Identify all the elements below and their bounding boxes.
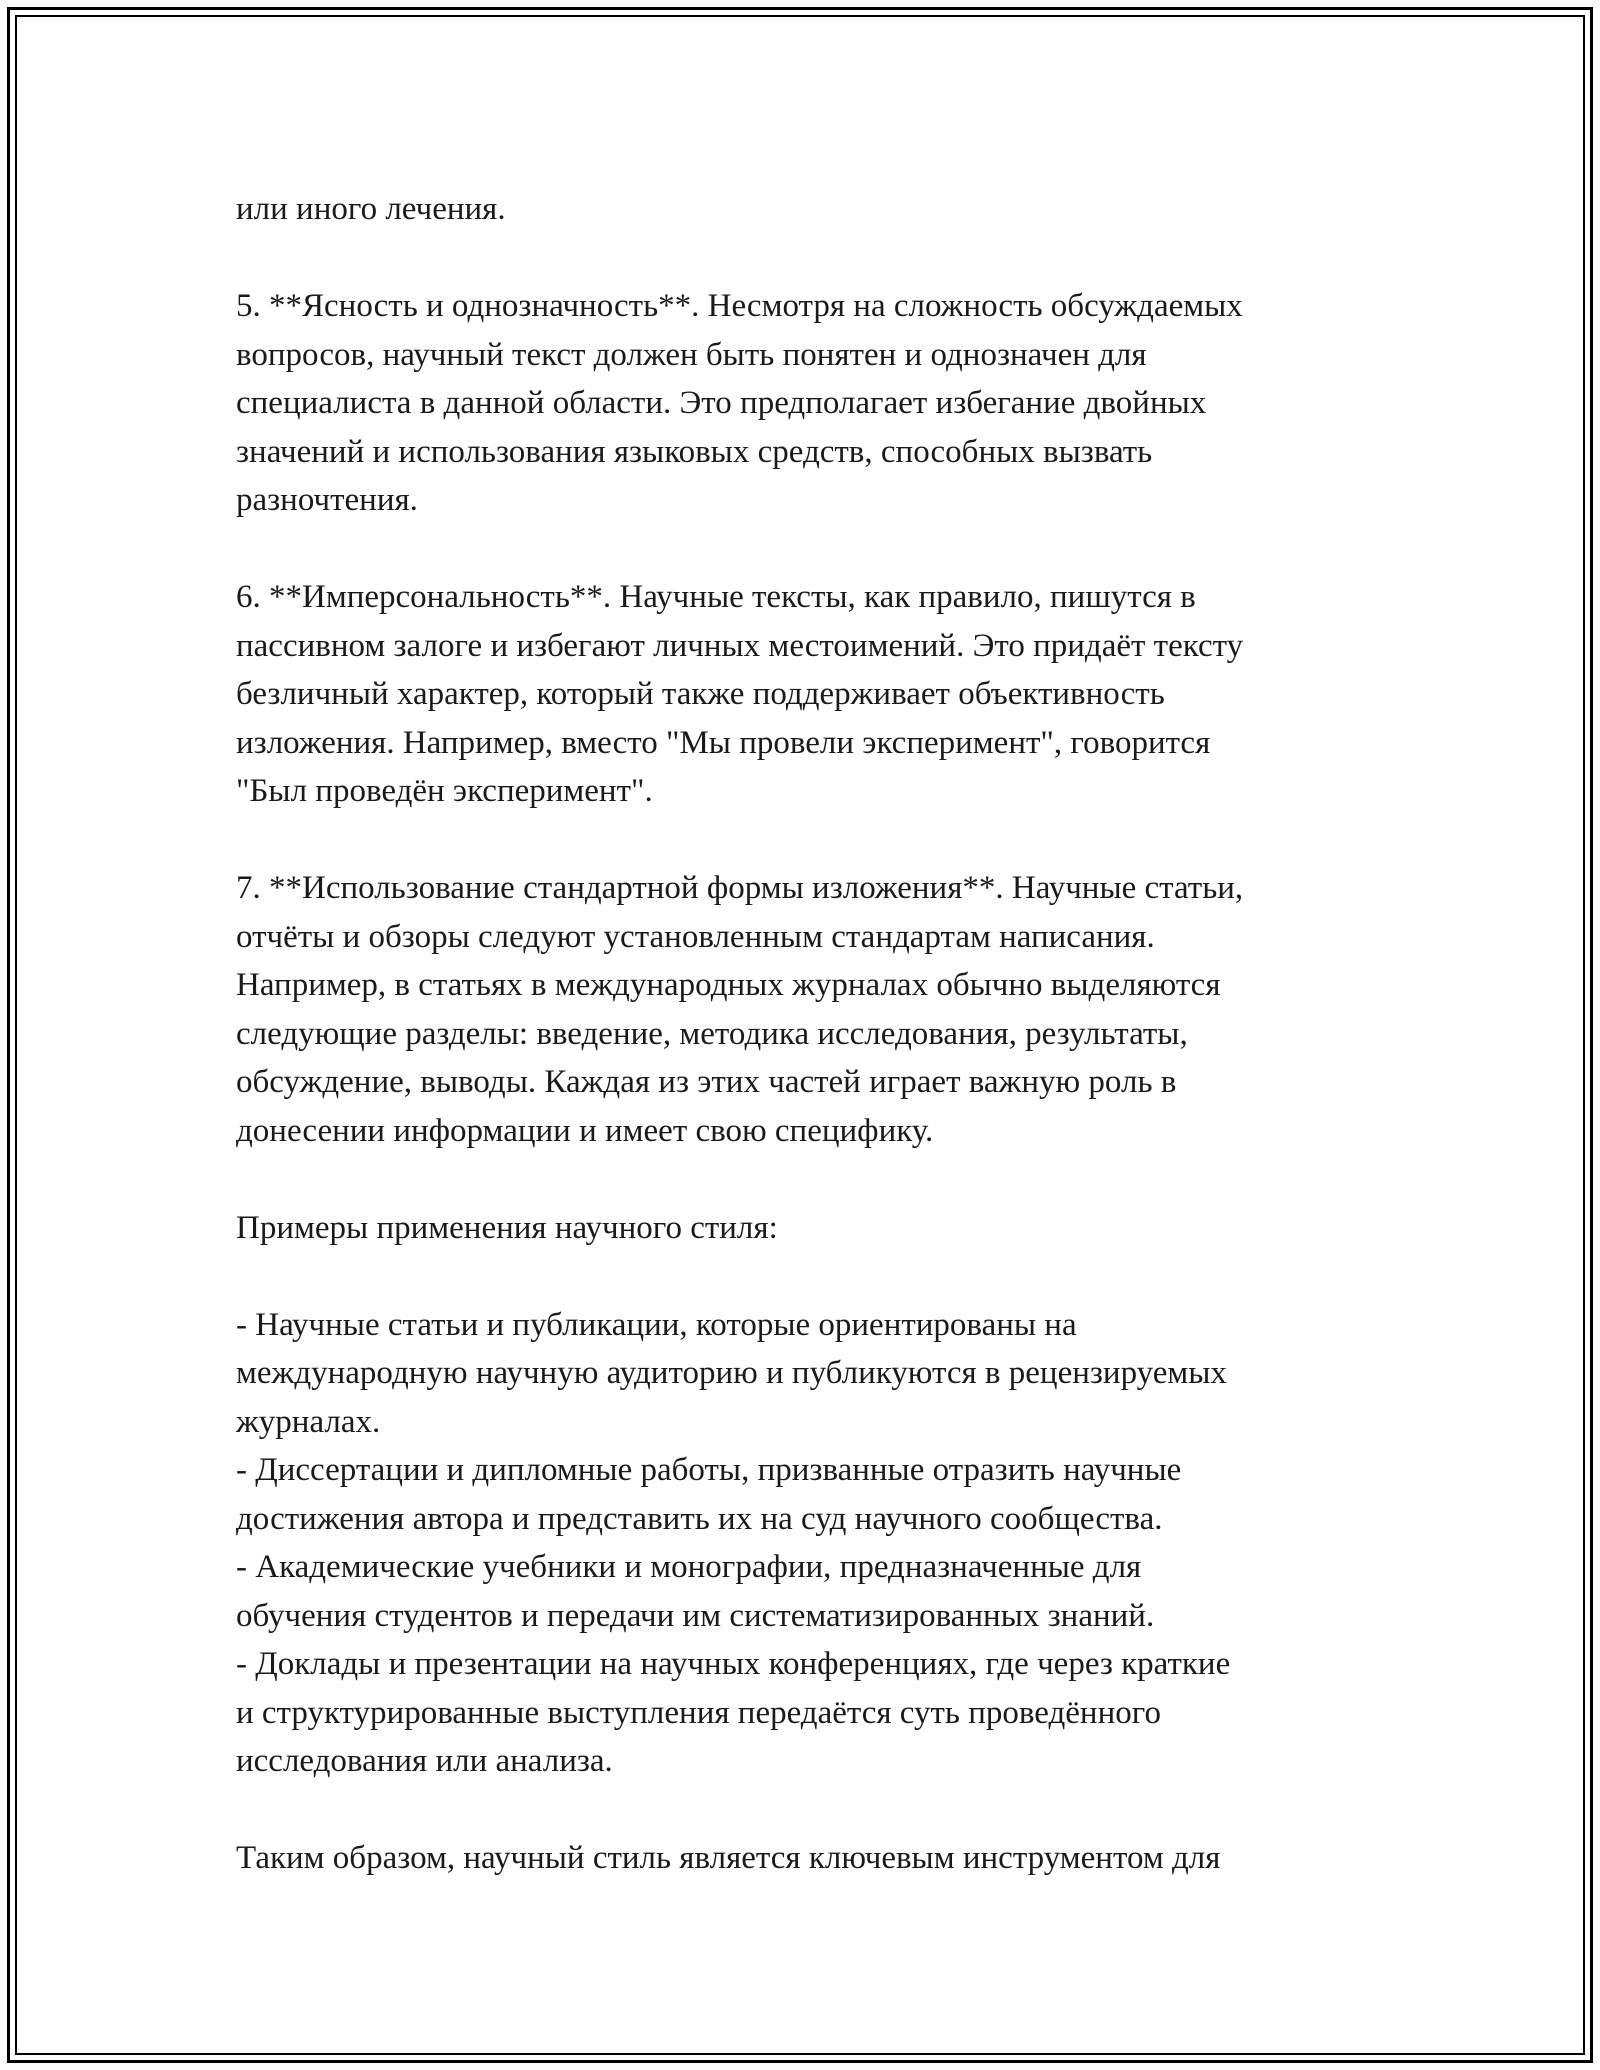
text-line: безличный характер, который также поддерживает объективность <box>236 676 1165 712</box>
bullet-list <box>236 1301 1376 1786</box>
text-line: пассивном залоге и избегают личных местоимений. Это придаёт тексту <box>236 627 1244 664</box>
text-line: вопросов, научный текст должен быть понятен и однозначен для <box>236 336 1147 373</box>
paragraph-gap <box>236 525 1376 574</box>
list-line: - Научные статьи и публикации, которые ориентированы на <box>236 1306 1077 1343</box>
list-line: - Диссертации и дипломные работы, призванные отразить научные <box>236 1452 1182 1488</box>
paragraph-gap <box>236 816 1376 865</box>
paragraph <box>236 1834 1376 1883</box>
text-line: разночтения. <box>236 482 418 518</box>
paragraph <box>236 573 1376 816</box>
list-line: обучения студентов и передачи им систематизированных знаний. <box>236 1597 1155 1634</box>
list-line: - Академические учебники и монографии, предназначенные для <box>236 1549 1142 1585</box>
paragraph <box>236 185 1376 234</box>
text-line: отчёты и обзоры следуют установленным стандартам написания. <box>236 918 1155 955</box>
text-line: "Был проведён эксперимент". <box>236 773 653 809</box>
paragraph <box>236 864 1376 1155</box>
text-line: 7. **Использование стандартной формы изложения**. Научные статьи, <box>236 870 1244 906</box>
text-line: изложения. Например, вместо "Мы провели эксперимент", говорится <box>236 724 1211 761</box>
paragraph <box>236 282 1376 525</box>
paragraph <box>236 1204 1376 1253</box>
paragraph-gap <box>236 234 1376 283</box>
text-line: следующие разделы: введение, методика исследования, результаты, <box>236 1015 1188 1052</box>
text-line: обсуждение, выводы. Каждая из этих частей играет важную роль в <box>236 1064 1177 1100</box>
text-line: Например, в статьях в международных журналах обычно выделяются <box>236 967 1221 1003</box>
list-line: и структурированные выступления передаётся суть проведённого <box>236 1694 1161 1731</box>
page-content <box>236 185 1376 1883</box>
list-line: - Доклады и презентации на научных конференциях, где через краткие <box>236 1646 1231 1682</box>
text-line: Примеры применения научного стиля: <box>236 1209 778 1246</box>
text-line: или иного лечения. <box>236 191 506 227</box>
text-line: донесении информации и имеет свою специфику. <box>236 1112 934 1149</box>
list-line: достижения автора и представить их на суд научного сообщества. <box>236 1500 1163 1537</box>
paragraph-gap <box>236 1786 1376 1835</box>
list-line: журналах. <box>236 1403 381 1440</box>
text-line: 6. **Имперсональность**. Научные тексты, как правило, пишутся в <box>236 579 1196 615</box>
text-line: Таким образом, научный стиль является ключевым инструментом для <box>236 1840 1221 1876</box>
paragraph-gap <box>236 1155 1376 1204</box>
list-line: исследования или анализа. <box>236 1743 613 1779</box>
list-line: международную научную аудиторию и публикуются в рецензируемых <box>236 1355 1227 1391</box>
paragraph-gap <box>236 1252 1376 1301</box>
text-line: специалиста в данной области. Это предполагает избегание двойных <box>236 385 1207 421</box>
text-line: значений и использования языковых средств, способных вызвать <box>236 433 1153 470</box>
text-line: 5. **Ясность и однозначность**. Несмотря на сложность обсуждаемых <box>236 288 1243 324</box>
